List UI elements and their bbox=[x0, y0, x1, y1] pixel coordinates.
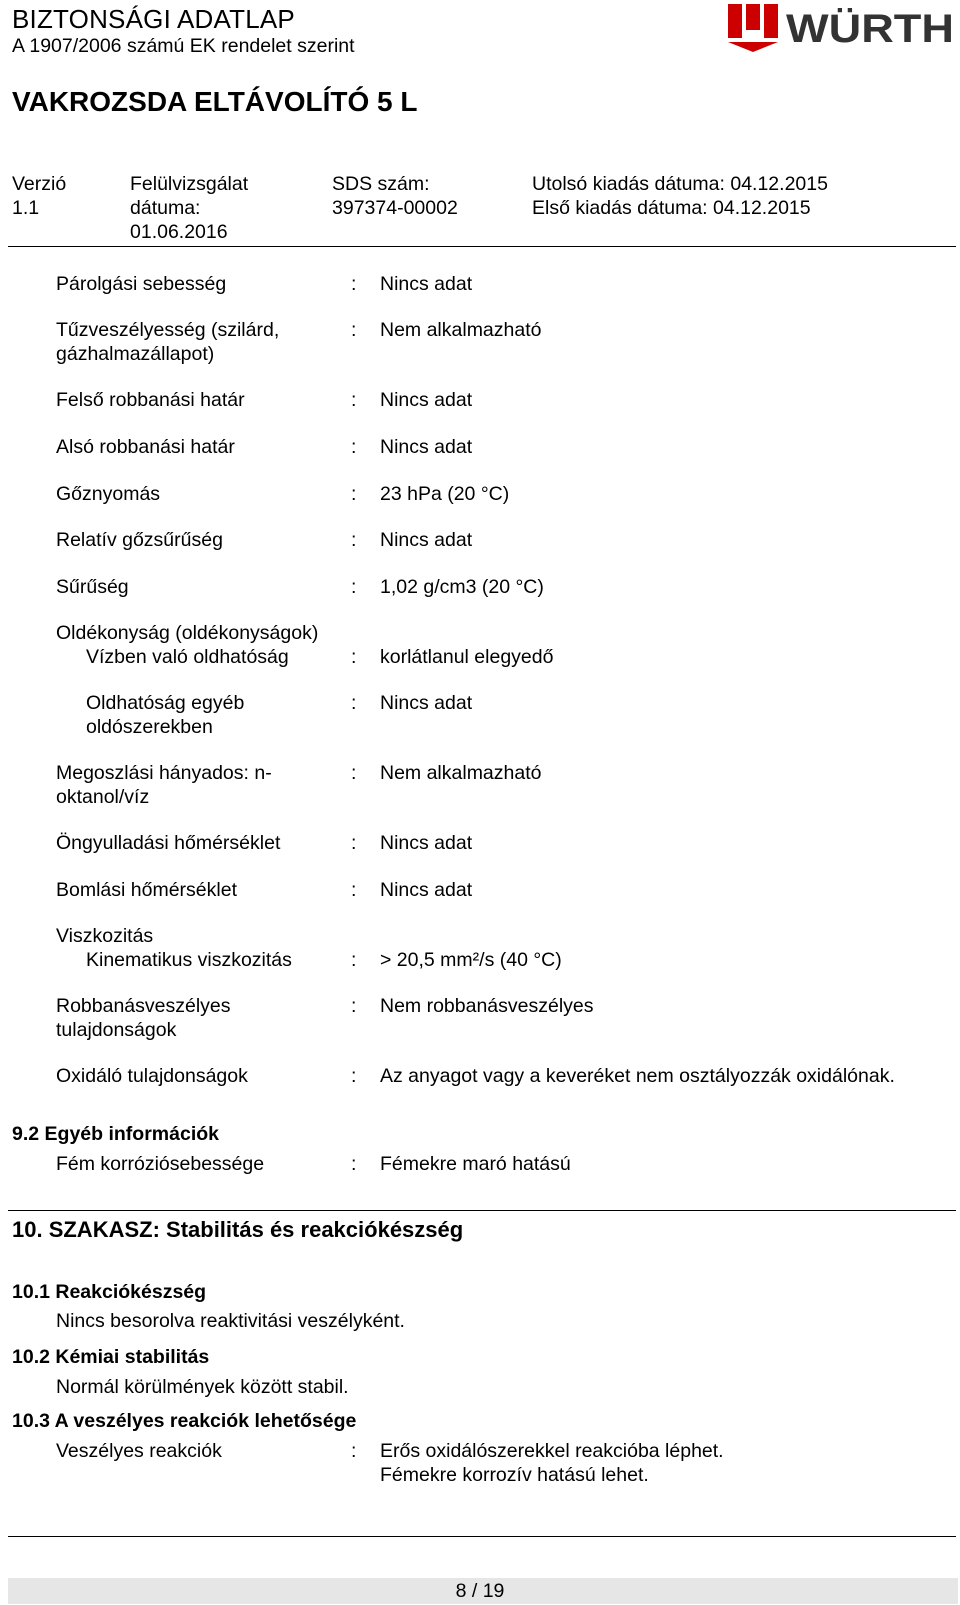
property-value: Nincs adat bbox=[380, 832, 473, 854]
property-value: Nincs adat bbox=[380, 273, 473, 295]
colon: : bbox=[351, 646, 357, 668]
header-divider bbox=[8, 246, 956, 247]
subsection-heading: 10.2 Kémiai stabilitás bbox=[12, 1346, 210, 1368]
property-label: Öngyulladási hőmérséklet bbox=[56, 832, 281, 854]
document-title: BIZTONSÁGI ADATLAP bbox=[12, 4, 295, 34]
sds-label: SDS szám: bbox=[332, 173, 430, 195]
property-label: Sűrűség bbox=[56, 576, 129, 598]
property-value: Nem alkalmazható bbox=[380, 319, 542, 341]
property-value: korlátlanul elegyedő bbox=[380, 646, 554, 668]
colon: : bbox=[351, 1065, 357, 1087]
property-value: Nincs adat bbox=[380, 692, 473, 714]
regulation-subtitle: A 1907/2006 számú EK rendelet szerint bbox=[12, 35, 355, 57]
property-value: Nincs adat bbox=[380, 389, 473, 411]
property-value: > 20,5 mm²/s (40 °C) bbox=[380, 949, 562, 971]
colon: : bbox=[351, 389, 357, 411]
colon: : bbox=[351, 832, 357, 854]
property-value: Nincs adat bbox=[380, 879, 473, 901]
version-label: Verzió bbox=[12, 173, 67, 195]
revision-label-2: dátuma: bbox=[130, 197, 201, 219]
wurth-logo-mark bbox=[728, 4, 778, 52]
property-label: Alsó robbanási határ bbox=[56, 436, 235, 458]
property-value: Fémekre korrozív hatású lehet. bbox=[380, 1464, 649, 1486]
colon: : bbox=[351, 762, 357, 784]
property-label: Viszkozitás bbox=[56, 925, 154, 947]
property-label: Relatív gőzsűrűség bbox=[56, 529, 223, 551]
revision-label: Felülvizsgálat bbox=[130, 173, 249, 195]
property-label: Veszélyes reakciók bbox=[56, 1440, 222, 1462]
property-label: Megoszlási hányados: n-oktanol/víz bbox=[56, 762, 272, 808]
wurth-logo bbox=[728, 2, 958, 54]
property-label: Felső robbanási határ bbox=[56, 389, 245, 411]
property-label: Párolgási sebesség bbox=[56, 273, 227, 295]
sds-block bbox=[332, 172, 458, 220]
paragraph: Nincs besorolva reaktivitási veszélyként. bbox=[56, 1310, 405, 1332]
colon: : bbox=[351, 483, 357, 505]
property-value: Erős oxidálószerekkel reakcióba léphet. bbox=[380, 1440, 724, 1462]
property-label: Oxidáló tulajdonságok bbox=[56, 1065, 248, 1087]
version-value: 1.1 bbox=[12, 197, 40, 219]
colon: : bbox=[351, 949, 357, 971]
section-divider bbox=[8, 1210, 956, 1211]
property-label: Fém korróziósebessége bbox=[56, 1153, 265, 1175]
product-name: VAKROZSDA ELTÁVOLÍTÓ 5 L bbox=[12, 86, 418, 117]
colon: : bbox=[351, 879, 357, 901]
colon: : bbox=[351, 1153, 357, 1175]
colon: : bbox=[351, 319, 357, 341]
paragraph: Normál körülmények között stabil. bbox=[56, 1376, 349, 1398]
property-label: Bomlási hőmérséklet bbox=[56, 879, 237, 901]
colon: : bbox=[351, 1440, 357, 1462]
subsection-heading: 9.2 Egyéb információk bbox=[12, 1123, 219, 1145]
revision-block bbox=[130, 172, 248, 244]
property-label: Robbanásveszélyes tulajdonságok bbox=[56, 995, 231, 1041]
property-value: 23 hPa (20 °C) bbox=[380, 483, 510, 505]
colon: : bbox=[351, 692, 357, 714]
property-sub-label: Kinematikus viszkozitás bbox=[86, 949, 292, 971]
version-block bbox=[12, 172, 66, 220]
property-value: Nincs adat bbox=[380, 436, 473, 458]
property-value: Nem alkalmazható bbox=[380, 762, 542, 784]
wurth-logo-text: WÜRTH bbox=[786, 7, 935, 51]
revision-date: 01.06.2016 bbox=[130, 221, 228, 243]
colon: : bbox=[351, 436, 357, 458]
colon: : bbox=[351, 529, 357, 551]
subsection-heading: 10.3 A veszélyes reakciók lehetősége bbox=[12, 1410, 357, 1432]
last-issue-date: Utolsó kiadás dátuma: 04.12.2015 bbox=[532, 173, 828, 195]
issue-dates-block bbox=[532, 172, 828, 220]
property-label: Tűzveszélyesség (szilárd, gázhalmazállapot) bbox=[56, 319, 280, 365]
property-value: Fémekre maró hatású bbox=[380, 1153, 571, 1175]
property-value: Az anyagot vagy a keveréket nem osztályozzák oxidálónak. bbox=[380, 1065, 895, 1087]
colon: : bbox=[351, 576, 357, 598]
footer-divider bbox=[8, 1536, 956, 1537]
section-title: 10. SZAKASZ: Stabilitás és reakciókészség bbox=[12, 1217, 464, 1242]
property-sub-label: Vízben való oldhatóság bbox=[86, 646, 289, 668]
property-value: Nem robbanásveszélyes bbox=[380, 995, 594, 1017]
page-number: 8 / 19 bbox=[455, 1580, 505, 1602]
property-label: Gőznyomás bbox=[56, 483, 161, 505]
first-issue-date: Első kiadás dátuma: 04.12.2015 bbox=[532, 197, 811, 219]
subsection-heading: 10.1 Reakciókészség bbox=[12, 1281, 207, 1303]
colon: : bbox=[351, 273, 357, 295]
property-label: Oldékonyság (oldékonyságok) bbox=[56, 622, 319, 644]
property-value: 1,02 g/cm3 (20 °C) bbox=[380, 576, 544, 598]
colon: : bbox=[351, 995, 357, 1017]
property-value: Nincs adat bbox=[380, 529, 473, 551]
sds-number: 397374-00002 bbox=[332, 197, 458, 219]
property-label: Oldhatóság egyéb oldószerekben bbox=[86, 692, 245, 738]
